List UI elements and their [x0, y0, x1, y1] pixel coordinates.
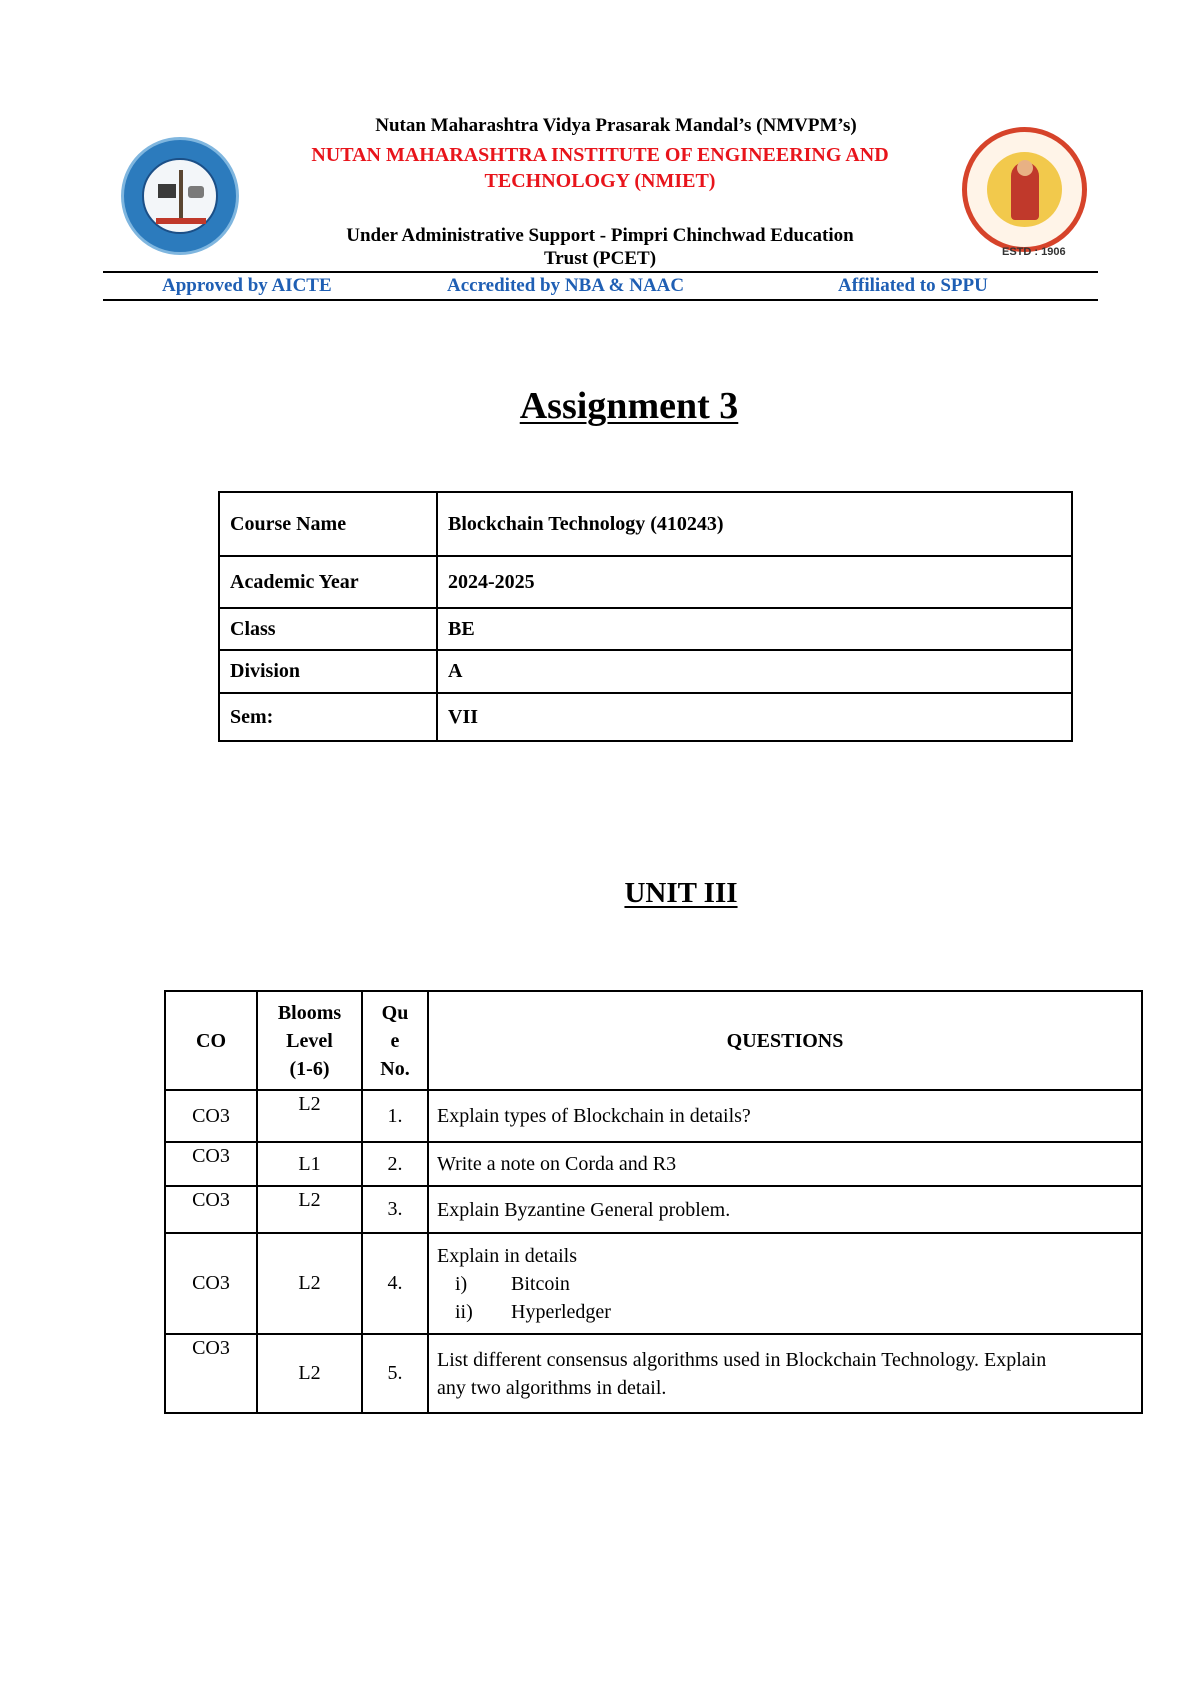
level-cell: L2	[257, 1334, 362, 1413]
question-text: Write a note on Corda and R3	[428, 1142, 1142, 1186]
info-value: BE	[437, 608, 1072, 650]
institute-name: NUTAN MAHARASHTRA INSTITUTE OF ENGINEERING AND TECHNOLOGY (NMIET)	[311, 144, 889, 192]
co-cell: CO3	[165, 1090, 257, 1142]
table-row	[165, 1186, 1142, 1233]
level-cell: L2	[257, 1186, 362, 1233]
qno-header: Qu e No.	[362, 991, 428, 1090]
co-cell: CO3	[165, 1186, 257, 1233]
question-text: Explain Byzantine General problem.	[428, 1186, 1142, 1233]
question-intro: Explain in details	[437, 1244, 577, 1267]
info-label: Class	[219, 608, 437, 650]
question-text: List different consensus algorithms used in Blockchain Technology. Explain any two algorithms in detail.	[428, 1334, 1142, 1413]
info-value: Blockchain Technology (410243)	[437, 492, 1072, 556]
level-cell: L2	[257, 1090, 362, 1142]
question-text: Explain types of Blockchain in details?	[428, 1090, 1142, 1142]
co-cell: CO3	[165, 1142, 257, 1186]
accredited-label: Accredited by NBA & NAAC	[447, 275, 685, 296]
table-row	[165, 1233, 1142, 1334]
approved-label: Approved by AICTE	[162, 275, 332, 296]
info-value: VII	[437, 693, 1072, 741]
sub-item-num: i)	[455, 1272, 468, 1295]
info-value: 2024-2025	[437, 556, 1072, 608]
info-row	[219, 608, 1072, 650]
question-text	[428, 1233, 1142, 1334]
info-label: Academic Year	[219, 556, 437, 608]
co-cell: CO3	[165, 1233, 257, 1334]
questions-header-row	[165, 991, 1142, 1090]
level-cell: L1	[257, 1142, 362, 1186]
qno-cell: 2.	[362, 1142, 428, 1186]
blooms-header: Blooms Level (1-6)	[257, 991, 362, 1090]
header-rule-top	[103, 271, 1098, 273]
info-row	[219, 492, 1072, 556]
qno-cell: 1.	[362, 1090, 428, 1142]
course-info-table	[218, 491, 1073, 742]
estd-label: ESTD : 1906	[1002, 246, 1066, 258]
info-row	[219, 650, 1072, 693]
sub-item-text: Bitcoin	[511, 1272, 570, 1295]
info-label: Division	[219, 650, 437, 693]
institute-logo	[121, 137, 239, 255]
table-row	[165, 1090, 1142, 1142]
info-row	[219, 556, 1072, 608]
sub-item	[437, 1270, 1133, 1298]
sub-item-num: ii)	[455, 1300, 473, 1323]
co-header: CO	[165, 991, 257, 1090]
qno-cell: 4.	[362, 1233, 428, 1334]
society-name: Nutan Maharashtra Vidya Prasarak Mandal’s (NMVPM’s)	[375, 115, 857, 136]
info-label: Course Name	[219, 492, 437, 556]
sub-item	[437, 1298, 1133, 1326]
table-row	[165, 1142, 1142, 1186]
institute-emblem	[142, 158, 218, 234]
society-logo	[962, 127, 1087, 252]
questions-header: QUESTIONS	[428, 991, 1142, 1090]
page-title: Assignment 3	[519, 385, 739, 427]
sub-item-text: Hyperledger	[511, 1300, 611, 1323]
info-row	[219, 693, 1072, 741]
table-row	[165, 1334, 1142, 1413]
info-value: A	[437, 650, 1072, 693]
admin-support: Under Administrative Support - Pimpri Chinchwad Education Trust (PCET)	[346, 225, 854, 269]
questions-table	[164, 990, 1143, 1414]
info-label: Sem:	[219, 693, 437, 741]
unit-heading: UNIT III	[624, 877, 738, 909]
qno-cell: 5.	[362, 1334, 428, 1413]
co-cell: CO3	[165, 1334, 257, 1413]
header-rule-bottom	[103, 299, 1098, 301]
saraswati-emblem	[987, 152, 1062, 227]
level-cell: L2	[257, 1233, 362, 1334]
qno-cell: 3.	[362, 1186, 428, 1233]
affiliated-label: Affiliated to SPPU	[838, 275, 988, 296]
